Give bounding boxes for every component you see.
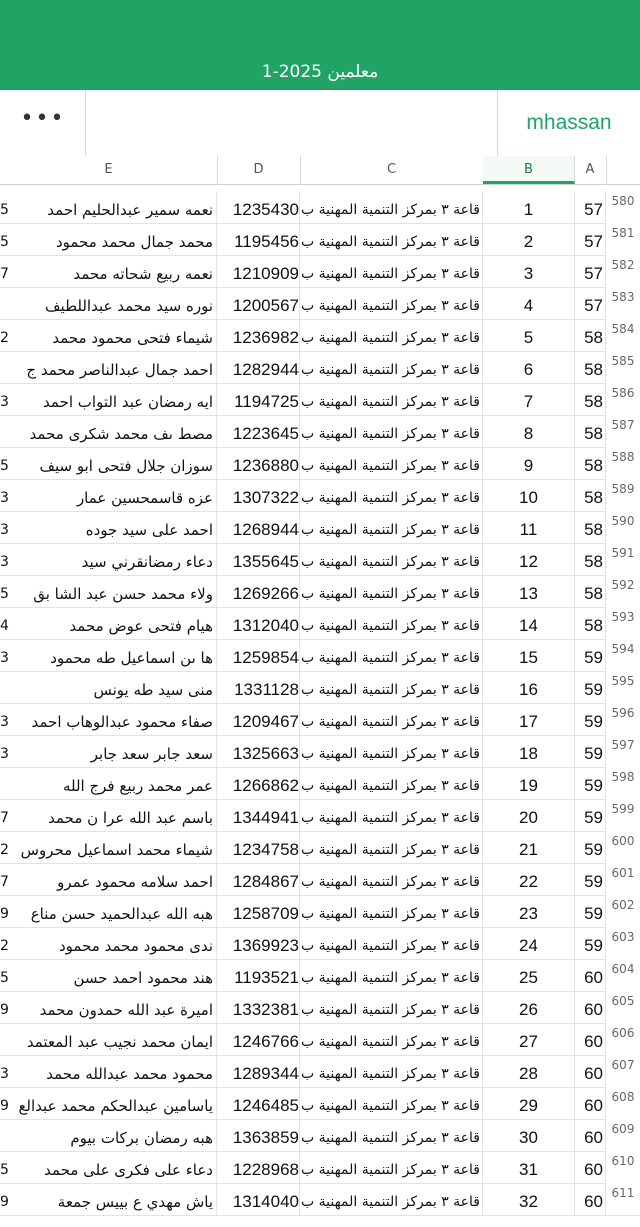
cell-edge[interactable]: 2 (0, 938, 9, 954)
table-row[interactable] (0, 671, 640, 704)
cell-id[interactable]: 1236880 (217, 447, 300, 479)
cell-name[interactable]: ياسامين عبدالحكم محمد عبدالع (8, 1087, 217, 1119)
table-row[interactable] (0, 1055, 640, 1088)
cell-edge[interactable]: 2 (0, 330, 9, 346)
cell-place[interactable]: قاعة ٣ بمركز التنمية المهنية ب (300, 1151, 483, 1183)
cell-name[interactable]: باسم عبد الله عرا ن محمد (8, 799, 217, 831)
cell-edge[interactable]: 5 (0, 458, 9, 474)
cell-id[interactable]: 1246485 (217, 1087, 300, 1119)
table-row[interactable] (0, 1119, 640, 1152)
cell-seq[interactable]: 6 (483, 351, 575, 383)
cell-edge[interactable]: 5 (0, 234, 9, 250)
cell-a[interactable]: 59 (574, 735, 606, 767)
table-row[interactable] (0, 479, 640, 512)
row-number: 587 (606, 415, 640, 447)
cell-edge[interactable]: 3 (0, 714, 9, 730)
cell-name[interactable]: شيماء فتحى محمود محمد (8, 319, 217, 351)
cell-place[interactable]: قاعة ٣ بمركز التنمية المهنية ب (300, 447, 483, 479)
table-row[interactable] (0, 831, 640, 864)
table-row[interactable] (0, 415, 640, 448)
row-number: 606 (606, 1023, 640, 1055)
cell-id[interactable]: 1363859 (217, 1119, 300, 1151)
cell-name[interactable]: ولاء محمد حسن عبد الشا بق (8, 575, 217, 607)
cell-place[interactable]: قاعة ٣ بمركز التنمية المهنية ب (300, 959, 483, 991)
cell-id[interactable]: 1369923 (217, 927, 300, 959)
cell-name[interactable]: صفاء محمود عبدالوهاب احمد (8, 703, 217, 735)
cell-a[interactable]: 58 (574, 479, 606, 511)
cell-a[interactable]: 60 (574, 1023, 606, 1055)
app-header (0, 0, 640, 90)
cell-seq[interactable]: 20 (483, 799, 575, 831)
toolbar-divider (85, 90, 86, 156)
cell-seq[interactable]: 11 (483, 511, 575, 543)
cell-place[interactable]: قاعة ٣ بمركز التنمية المهنية ب (300, 927, 483, 959)
cell-id[interactable]: 1258709 (217, 895, 300, 927)
table-row[interactable] (0, 447, 640, 480)
cell-seq[interactable]: 16 (483, 671, 575, 703)
row-number: 585 (606, 351, 640, 383)
cell-id[interactable]: 1284867 (217, 863, 300, 895)
cell-edge[interactable]: 5 (0, 586, 9, 602)
cell-id[interactable]: 1307322 (217, 479, 300, 511)
cell-place[interactable]: قاعة ٣ بمركز التنمية المهنية ب (300, 223, 483, 255)
cell-a[interactable]: 58 (574, 511, 606, 543)
cell-a[interactable]: 58 (574, 351, 606, 383)
cell-seq[interactable]: 7 (483, 383, 575, 415)
row-number: 588 (606, 447, 640, 479)
cell-seq[interactable]: 3 (483, 255, 575, 287)
cell-place[interactable]: قاعة ٣ بمركز التنمية المهنية ب (300, 639, 483, 671)
table-row[interactable] (0, 863, 640, 896)
cell-a[interactable]: 58 (574, 415, 606, 447)
table-row[interactable] (0, 287, 640, 320)
cell-a[interactable]: 58 (574, 607, 606, 639)
column-header-e[interactable]: E (0, 156, 218, 184)
cell-id[interactable]: 1209467 (217, 703, 300, 735)
table-row[interactable] (0, 351, 640, 384)
cell-a[interactable]: 60 (574, 1087, 606, 1119)
row-number: 583 (606, 287, 640, 319)
table-row[interactable] (0, 1183, 640, 1216)
cell-seq[interactable]: 18 (483, 735, 575, 767)
cell-name[interactable]: شيماء محمد اسماعيل محروس (8, 831, 217, 863)
cell-edge[interactable] (0, 671, 8, 703)
row-number: 601 (606, 863, 640, 895)
cell-id[interactable]: 1282944 (217, 351, 300, 383)
cell-edge[interactable] (0, 1119, 8, 1151)
row-number: 594 (606, 639, 640, 671)
column-header-bar (0, 156, 640, 185)
table-row[interactable] (0, 1151, 640, 1184)
cell-a[interactable]: 59 (574, 895, 606, 927)
cell-id[interactable]: 1210909 (217, 255, 300, 287)
cell-place[interactable]: قاعة ٣ بمركز التنمية المهنية ب (300, 1183, 483, 1215)
cell-a[interactable]: 60 (574, 1183, 606, 1215)
cell-id[interactable]: 1269266 (217, 575, 300, 607)
cell-seq[interactable]: 25 (483, 959, 575, 991)
toolbar (0, 90, 640, 157)
cell-place[interactable]: قاعة ٣ بمركز التنمية المهنية ب (300, 479, 483, 511)
cell-id[interactable]: 1312040 (217, 607, 300, 639)
cell-a[interactable]: 60 (574, 1151, 606, 1183)
cell-id[interactable]: 1259854 (217, 639, 300, 671)
cell-seq[interactable]: 24 (483, 927, 575, 959)
cell-edge[interactable]: 9 (0, 906, 9, 922)
table-row[interactable] (0, 575, 640, 608)
cell-edge[interactable]: 3 (0, 394, 9, 410)
cell-edge[interactable]: 4 (0, 618, 9, 634)
cell-place[interactable]: قاعة ٣ بمركز التنمية المهنية ب (300, 703, 483, 735)
row-number: 581 (606, 223, 640, 255)
cell-place[interactable]: قاعة ٣ بمركز التنمية المهنية ب (300, 511, 483, 543)
cell-place[interactable]: قاعة ٣ بمركز التنمية المهنية ب (300, 255, 483, 287)
table-row[interactable] (0, 543, 640, 576)
cell-place[interactable]: قاعة ٣ بمركز التنمية المهنية ب (300, 415, 483, 447)
cell-a[interactable]: 58 (574, 543, 606, 575)
cell-edge[interactable] (0, 415, 8, 447)
table-row[interactable] (0, 191, 640, 224)
cell-place[interactable]: قاعة ٣ بمركز التنمية المهنية ب (300, 991, 483, 1023)
spreadsheet-grid[interactable] (0, 185, 640, 1227)
cell-seq[interactable]: 12 (483, 543, 575, 575)
cell-id[interactable]: 1266862 (217, 767, 300, 799)
cell-id[interactable]: 1193521 (217, 959, 300, 991)
cell-edge[interactable]: 9 (0, 1194, 9, 1210)
cell-place[interactable]: قاعة ٣ بمركز التنمية المهنية ب (300, 1087, 483, 1119)
cell-id[interactable]: 1246766 (217, 1023, 300, 1055)
cell-a[interactable]: 57 (574, 223, 606, 255)
cell-a[interactable]: 59 (574, 863, 606, 895)
column-header-a[interactable]: A (574, 156, 607, 184)
table-row[interactable] (0, 959, 640, 992)
cell-name[interactable]: هبه رمضان بركات بيوم (8, 1119, 217, 1151)
cell-a[interactable]: 57 (574, 255, 606, 287)
cell-seq[interactable]: 10 (483, 479, 575, 511)
cell-seq[interactable]: 31 (483, 1151, 575, 1183)
cell-edge[interactable] (0, 351, 8, 383)
table-row[interactable] (0, 799, 640, 832)
cell-seq[interactable]: 17 (483, 703, 575, 735)
table-row[interactable] (0, 255, 640, 288)
cell-id[interactable]: 1268944 (217, 511, 300, 543)
row-number: 589 (606, 479, 640, 511)
cell-place[interactable]: قاعة ٣ بمركز التنمية المهنية ب (300, 383, 483, 415)
cell-seq[interactable]: 23 (483, 895, 575, 927)
cell-seq[interactable]: 13 (483, 575, 575, 607)
cell-place[interactable]: قاعة ٣ بمركز التنمية المهنية ب (300, 191, 483, 223)
row-number: 592 (606, 575, 640, 607)
cell-seq[interactable]: 27 (483, 1023, 575, 1055)
cell-edge[interactable]: 7 (0, 874, 9, 890)
cell-name[interactable]: اميرة عبد الله حمدون محمد (8, 991, 217, 1023)
cell-name[interactable]: دعاء على فكرى على محمد (8, 1151, 217, 1183)
cell-name[interactable]: احمد على سيد جوده (8, 511, 217, 543)
cell-edge[interactable]: 9 (0, 1098, 9, 1114)
table-row[interactable] (0, 639, 640, 672)
cell-edge[interactable]: 3 (0, 746, 9, 762)
cell-seq[interactable]: 9 (483, 447, 575, 479)
cell-a[interactable]: 60 (574, 991, 606, 1023)
table-row[interactable] (0, 607, 640, 640)
cell-id[interactable]: 1332381 (217, 991, 300, 1023)
cell-a[interactable]: 57 (574, 287, 606, 319)
cell-edge[interactable]: 5 (0, 202, 9, 218)
cell-place[interactable]: قاعة ٣ بمركز التنمية المهنية ب (300, 543, 483, 575)
cell-name[interactable]: سوزان جلال فتحى ابو سيف (8, 447, 217, 479)
cell-edge[interactable]: 3 (0, 1066, 9, 1082)
cell-seq[interactable]: 2 (483, 223, 575, 255)
cell-edge[interactable]: 3 (0, 490, 9, 506)
table-row[interactable] (0, 511, 640, 544)
table-row[interactable] (0, 927, 640, 960)
table-row[interactable] (0, 991, 640, 1024)
cell-id[interactable]: 1234758 (217, 831, 300, 863)
row-number: 609 (606, 1119, 640, 1151)
cell-seq[interactable]: 4 (483, 287, 575, 319)
column-header-d[interactable]: D (217, 156, 301, 184)
table-row[interactable] (0, 383, 640, 416)
cell-name[interactable]: نعمه سمير عبدالحليم احمد (8, 191, 217, 223)
cell-name[interactable]: محمود محمد عبدالله محمد (8, 1055, 217, 1087)
more-options-button[interactable]: ••• (20, 106, 66, 131)
cell-a[interactable]: 59 (574, 831, 606, 863)
cell-place[interactable]: قاعة ٣ بمركز التنمية المهنية ب (300, 287, 483, 319)
cell-edge[interactable]: 3 (0, 522, 9, 538)
cell-a[interactable]: 59 (574, 767, 606, 799)
table-row[interactable] (0, 735, 640, 768)
cell-a[interactable]: 59 (574, 927, 606, 959)
cell-place[interactable]: قاعة ٣ بمركز التنمية المهنية ب (300, 319, 483, 351)
cell-name[interactable]: نوره سيد محمد عبداللطيف (8, 287, 217, 319)
cell-name[interactable]: هند محمود احمد حسن (8, 959, 217, 991)
table-row[interactable] (0, 895, 640, 928)
row-number: 584 (606, 319, 640, 351)
cell-a[interactable]: 60 (574, 959, 606, 991)
row-number: 582 (606, 255, 640, 287)
cell-edge[interactable]: 3 (0, 554, 9, 570)
row-number: 596 (606, 703, 640, 735)
cell-seq[interactable]: 14 (483, 607, 575, 639)
column-header-c[interactable]: C (300, 156, 484, 184)
cell-seq[interactable]: 30 (483, 1119, 575, 1151)
cell-name[interactable]: هيام فتحى عوض محمد (8, 607, 217, 639)
cell-a[interactable]: 59 (574, 671, 606, 703)
cell-a[interactable]: 58 (574, 447, 606, 479)
sheet-title: معلمين 2025-1 (261, 62, 379, 82)
row-number: 603 (606, 927, 640, 959)
cell-id[interactable]: 1228968 (217, 1151, 300, 1183)
cell-place[interactable]: قاعة ٣ بمركز التنمية المهنية ب (300, 575, 483, 607)
cell-edge[interactable] (0, 767, 8, 799)
cell-name[interactable]: هبه الله عبدالحميد حسن مناع (8, 895, 217, 927)
cell-a[interactable]: 60 (574, 1055, 606, 1087)
row-number: 608 (606, 1087, 640, 1119)
cell-a[interactable]: 59 (574, 703, 606, 735)
cell-seq[interactable]: 26 (483, 991, 575, 1023)
cell-name[interactable]: محمد جمال محمد محمود (8, 223, 217, 255)
cell-edge[interactable] (0, 287, 8, 319)
cell-a[interactable]: 59 (574, 639, 606, 671)
user-name[interactable]: mhassan (526, 111, 612, 134)
cell-place[interactable]: قاعة ٣ بمركز التنمية المهنية ب (300, 735, 483, 767)
row-number: 580 (606, 191, 640, 223)
cell-place[interactable]: قاعة ٣ بمركز التنمية المهنية ب (300, 863, 483, 895)
row-number: 602 (606, 895, 640, 927)
cell-id[interactable]: 1236982 (217, 319, 300, 351)
row-number: 597 (606, 735, 640, 767)
cell-id[interactable]: 1200567 (217, 287, 300, 319)
cell-id[interactable]: 1325663 (217, 735, 300, 767)
cell-place[interactable]: قاعة ٣ بمركز التنمية المهنية ب (300, 607, 483, 639)
row-number: 605 (606, 991, 640, 1023)
cell-seq[interactable]: 5 (483, 319, 575, 351)
cell-place[interactable]: قاعة ٣ بمركز التنمية المهنية ب (300, 895, 483, 927)
cell-name[interactable]: نعمه ربيع شحاته محمد (8, 255, 217, 287)
cell-seq[interactable]: 22 (483, 863, 575, 895)
cell-edge[interactable]: 7 (0, 266, 9, 282)
cell-name[interactable]: ايمان محمد نجيب عبد المعتمد (8, 1023, 217, 1055)
cell-name[interactable]: عمر محمد ربيع فرج الله (8, 767, 217, 799)
table-row[interactable] (0, 703, 640, 736)
cell-id[interactable]: 1194725 (217, 383, 300, 415)
cell-name[interactable]: ندى محمود محمد محمود (8, 927, 217, 959)
cell-place[interactable]: قاعة ٣ بمركز التنمية المهنية ب (300, 1023, 483, 1055)
cell-id[interactable]: 1344941 (217, 799, 300, 831)
cell-edge[interactable]: 3 (0, 650, 9, 666)
cell-name[interactable]: مصط ىف محمد شكرى محمد (8, 415, 217, 447)
cell-a[interactable]: 57 (574, 191, 606, 223)
cell-seq[interactable]: 8 (483, 415, 575, 447)
cell-name[interactable]: ها ىن اسماعيل طه محمود (8, 639, 217, 671)
cell-name[interactable]: احمد سلامه محمود عمرو (8, 863, 217, 895)
cell-seq[interactable]: 15 (483, 639, 575, 671)
table-row[interactable] (0, 767, 640, 800)
cell-seq[interactable]: 32 (483, 1183, 575, 1215)
row-number: 591 (606, 543, 640, 575)
cell-a[interactable]: 58 (574, 383, 606, 415)
cell-id[interactable]: 1355645 (217, 543, 300, 575)
cell-name[interactable]: ياش مهدي ع بييس جمعة (8, 1183, 217, 1215)
cell-seq[interactable]: 28 (483, 1055, 575, 1087)
cell-a[interactable]: 58 (574, 575, 606, 607)
row-number: 593 (606, 607, 640, 639)
cell-id[interactable]: 1331128 (217, 671, 300, 703)
cell-edge[interactable] (0, 1023, 8, 1055)
cell-name[interactable]: ايه رمضان عبد التواب احمد (8, 383, 217, 415)
cell-name[interactable]: عزه قاسمحسين عمار (8, 479, 217, 511)
cell-place[interactable]: قاعة ٣ بمركز التنمية المهنية ب (300, 1055, 483, 1087)
row-number: 604 (606, 959, 640, 991)
row-number: 600 (606, 831, 640, 863)
cell-name[interactable]: دعاء رمضانقرني سيد (8, 543, 217, 575)
cell-seq[interactable]: 29 (483, 1087, 575, 1119)
cell-seq[interactable]: 21 (483, 831, 575, 863)
row-number: 599 (606, 799, 640, 831)
row-number: 595 (606, 671, 640, 703)
table-row[interactable] (0, 319, 640, 352)
row-number: 607 (606, 1055, 640, 1087)
cell-place[interactable]: قاعة ٣ بمركز التنمية المهنية ب (300, 1119, 483, 1151)
row-number: 598 (606, 767, 640, 799)
column-header-b[interactable]: B (483, 156, 575, 184)
row-number: 586 (606, 383, 640, 415)
table-row[interactable] (0, 223, 640, 256)
cell-seq[interactable]: 1 (483, 191, 575, 223)
row-number: 611 (606, 1183, 640, 1215)
cell-id[interactable]: 1314040 (217, 1183, 300, 1215)
cell-place[interactable]: قاعة ٣ بمركز التنمية المهنية ب (300, 767, 483, 799)
cell-edge[interactable]: 7 (0, 810, 9, 826)
cell-name[interactable]: احمد جمال عبدالناصر محمد ج (8, 351, 217, 383)
cell-name[interactable]: سعد جابر سعد جابر (8, 735, 217, 767)
cell-id[interactable]: 1223645 (217, 415, 300, 447)
cell-seq[interactable]: 19 (483, 767, 575, 799)
cell-id[interactable]: 1235430 (217, 191, 300, 223)
row-number: 590 (606, 511, 640, 543)
cell-edge[interactable]: 2 (0, 842, 9, 858)
cell-place[interactable]: قاعة ٣ بمركز التنمية المهنية ب (300, 351, 483, 383)
cell-place[interactable]: قاعة ٣ بمركز التنمية المهنية ب (300, 799, 483, 831)
cell-name[interactable]: منى سيد طه يونس (8, 671, 217, 703)
cell-place[interactable]: قاعة ٣ بمركز التنمية المهنية ب (300, 671, 483, 703)
cell-id[interactable]: 1195456 (217, 223, 300, 255)
table-row[interactable] (0, 1023, 640, 1056)
table-row[interactable] (0, 1087, 640, 1120)
cell-edge[interactable]: 9 (0, 1002, 9, 1018)
cell-a[interactable]: 58 (574, 319, 606, 351)
row-number: 610 (606, 1151, 640, 1183)
cell-a[interactable]: 59 (574, 799, 606, 831)
cell-id[interactable]: 1289344 (217, 1055, 300, 1087)
cell-edge[interactable]: 5 (0, 1162, 9, 1178)
cell-place[interactable]: قاعة ٣ بمركز التنمية المهنية ب (300, 831, 483, 863)
cell-a[interactable]: 60 (574, 1119, 606, 1151)
cell-edge[interactable]: 5 (0, 970, 9, 986)
